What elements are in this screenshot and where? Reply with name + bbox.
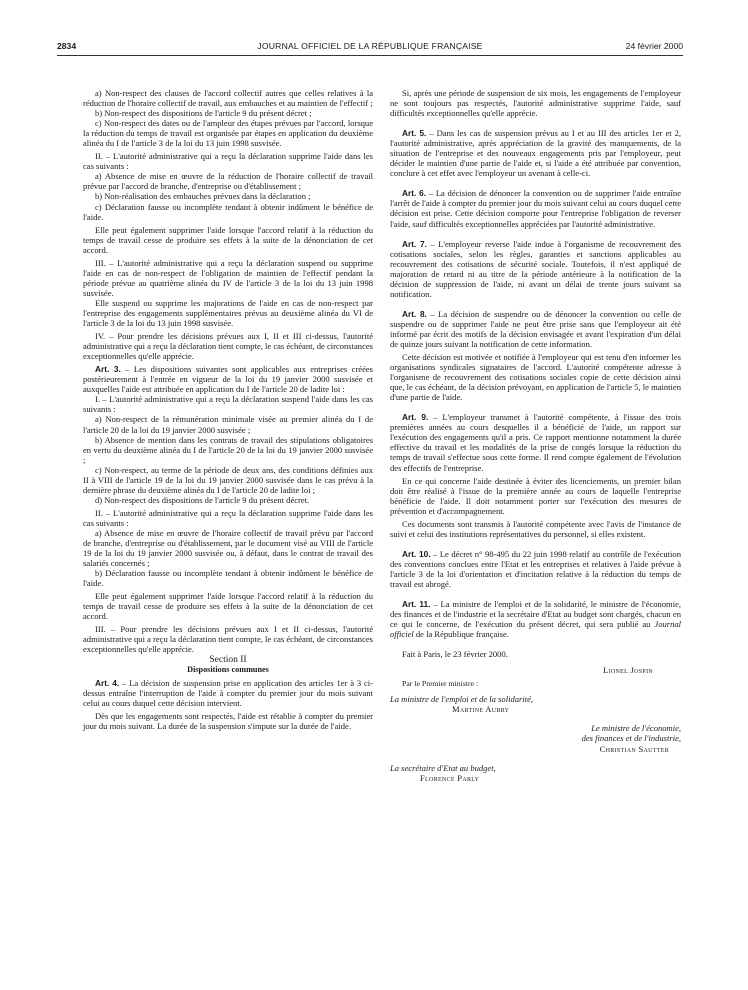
paragraph: b) Non-respect des dispositions de l'article 9 du présent décret ;: [95, 108, 312, 119]
article-text: – Les dispositions suivantes sont applicables aux entreprises créées postérieurement à l'entrée en vigueur de la loi du 19 janvier 2000 susvisée et auxquelles l'aide est attribuée en application du I de l'article 20 de ladite loi :: [83, 364, 373, 395]
paragraph: Ces documents sont transmis à l'autorité compétente avec l'avis de l'instance de suivi et celui des institutions représentatives du personnel, si elles existent.: [390, 518, 681, 539]
paragraph: En ce qui concerne l'aide destinée à éviter des licenciements, un premier bilan doit être réalisé à l'issue de la première année au cours de laquelle l'entreprise bénéficie de l'aide. Il doit notamment porter sur l'exécution des mesures de prévention et d'accompagnement.: [390, 475, 681, 516]
article-label: Art. 11.: [402, 599, 431, 610]
article-3: [83, 364, 373, 394]
paragraph: II. – L'autorité administrative qui a reçu la déclaration supprime l'aide dans les cas suivants :: [83, 507, 373, 528]
article-label: Art. 3.: [95, 364, 121, 375]
by-prime-minister: Par le Premier ministre :: [402, 679, 479, 689]
minister-name: Martine Aubry: [452, 704, 510, 715]
article-text: – Dans les cas de suspension prévus au I et au III des articles 1er et 2, l'autorité administrative, après appréciation de la gravité des manquements, de la situation de l'entreprise et des nouveaux engagements pris par l'employeur, peut décider le maintien d'une partie de l'aide et, si l'aide a été attribuée par convention, conclure à cet effet avec l'employeur un avenant à celle-ci.: [390, 128, 682, 179]
article-7: [390, 239, 681, 299]
article-label: Art. 6.: [402, 188, 427, 199]
paragraph: a) Absence de mise en œuvre de l'horaire collectif de travail prévu par l'accord de branche, d'entreprise ou d'établissement, par le document visé au VIII de l'article 19 de la loi du 19 janvier 2000 susvisée ou, à défaut, dans le contrat de travail des salariés concernés ;: [83, 527, 373, 569]
article-11: [390, 599, 681, 639]
article-8: [390, 309, 681, 349]
article-label: Art. 4.: [95, 677, 120, 688]
article-label: Art. 9.: [402, 412, 429, 423]
paragraph: Elle peut également supprimer l'aide lorsque l'accord relatif à la réduction du temps de travail cesse de produire ses effets à la suite de la dénonciation de cet accord.: [83, 591, 373, 622]
page-number: 2834: [57, 41, 77, 51]
paragraph: Elle peut également supprimer l'aide lorsque l'accord relatif à la réduction du temps de travail cesse de produire ses effets à la suite de la dénonciation de cet accord.: [83, 224, 373, 255]
minister-title: Le ministre de l'économie,: [591, 723, 681, 734]
paragraph: c) Déclaration fausse ou incomplète tendant à obtenir indûment le bénéfice de l'aide.: [83, 201, 373, 222]
paragraph: b) Déclaration fausse ou incomplète tendant à obtenir indûment le bénéfice de l'aide.: [83, 568, 373, 589]
header-rule: [57, 55, 683, 56]
article-9: [390, 412, 681, 472]
paragraph: c) Non-respect, au terme de la période de deux ans, des conditions définies aux II à VIII de l'article 19 de la loi du 19 janvier 2000 susvisée dans le cas prévu à la dernière phrase du deuxième alinéa du I de l'article 20 de ladite loi ;: [83, 464, 373, 495]
paragraph: III. – Pour prendre les décisions prévues aux I et II ci-dessus, l'autorité administrative qui a reçu la déclaration tient compte, le cas échéant, de circonstances exceptionnelles qu'elle apprécie.: [83, 624, 373, 655]
paragraph: Dès que les engagements sont respectés, l'aide est rétablie à compter du premier jour du mois suivant. La durée de la suspension s'impute sur la durée de l'aide.: [83, 710, 373, 731]
article-label: Art. 5.: [402, 128, 427, 139]
article-label: Art. 10.: [402, 548, 431, 559]
article-text: – La ministre de l'emploi et de la solidarité, le ministre de l'économie, des finances et de l'industrie et la secrétaire d'Etat au budget sont chargés, chacun en ce qui le concerne, de l'exécution du présent décret, qui sera publié au: [390, 599, 681, 630]
article-text-end: de la République française.: [413, 629, 509, 640]
paragraph: I. – L'autorité administrative qui a reçu la déclaration suspend l'aide dans les cas suivants :: [83, 394, 373, 415]
article-text: – La décision de suspendre ou de dénoncer la convention ou celle de suspendre ou de supprimer l'aide ne peut être prise sans que l'employeur ait été informé par écrit des motifs de la décision envisagée et avant l'expiration d'un délai de quinze jours suivant la notification de cette information.: [390, 308, 682, 349]
paragraph: c) Non-respect des dates ou de l'ampleur des étapes prévues par l'accord, lorsque la réduction du temps de travail est organisée par étapes en application du deuxième alinéa du I de l'article 3 de la loi du 13 juin 1998 susvisée.: [83, 118, 373, 149]
done-at-paris: Fait à Paris, le 23 février 2000.: [402, 649, 508, 660]
article-label: Art. 8.: [402, 308, 427, 319]
article-5: [390, 128, 681, 178]
paragraph: Elle suspend ou supprime les majorations de l'aide en cas de non-respect par l'entreprise des engagements supplémentaires prévus au deuxième alinéa du VI de l'article 3 de la loi du 13 juin 1998 susvisée.: [83, 297, 373, 329]
issue-date: 24 février 2000: [625, 41, 683, 51]
paragraph: b) Absence de mention dans les contrats de travail des stipulations obligatoires en vertu du deuxième alinéa du I de l'article 20 de la loi du 19 janvier 2000 susvisée ;: [83, 434, 373, 465]
page-header: [57, 41, 683, 55]
paragraph: Si, après une période de suspension de six mois, les engagements de l'employeur ne sont toujours pas respectés, l'autorité administrative supprime l'aide, sauf difficultés exceptionnelles qu'elle apprécie.: [390, 88, 681, 119]
article-6: [390, 188, 681, 228]
paragraph: IV. – Pour prendre les décisions prévues aux I, II et III ci-dessus, l'autorité administrative qui a reçu la déclaration tient compte, le cas échéant, de circonstances exceptionnelles qu'elle apprécie.: [83, 331, 373, 362]
minister-title: des finances et de l'industrie,: [581, 733, 681, 744]
article-10: [390, 549, 681, 589]
minister-title: La ministre de l'emploi et de la solidarité,: [390, 694, 533, 705]
right-column: [390, 88, 681, 783]
article-text: – Le décret n° 98-495 du 22 juin 1998 relatif au contrôle de l'exécution des conventions conclues entre l'Etat et les entreprises et relatives à l'aide prévue à l'article 3 de la loi d'orientation et d'incitation relative à la réduction du temps de travail est abrogé.: [390, 548, 681, 589]
article-text: – La décision de suspension prise en application des articles 1er à 3 ci-dessus entraîne l'interruption de l'aide à compter du premier jour du mois suivant celui au cours duquel cette décision intervient.: [83, 677, 374, 708]
article-label: Art. 7.: [402, 238, 427, 249]
section-subtitle: Dispositions communes: [187, 664, 269, 674]
paragraph: II. – L'autorité administrative qui a reçu la déclaration supprime l'aide dans les cas suivants :: [83, 151, 373, 172]
left-column: [83, 88, 373, 731]
article-4: [83, 678, 373, 708]
minister-name: Florence Parly: [420, 772, 480, 783]
paragraph: a) Non-respect de la rémunération minimale visée au premier alinéa du I de l'article 20 de la loi du 19 janvier 2000 susvisée ;: [83, 414, 373, 435]
journal-officiel-italic: Journal officiel: [390, 619, 681, 640]
paragraph: Cette décision est motivée et notifiée à l'employeur qui est tenu d'en informer les organisations syndicales signataires de l'accord. L'autorité compétente adresse à l'organisme de recouvrement des cotisations sociales copie de cette décision ainsi que, le cas échéant, de la décision prévoyant, en application de l'article 5, le maintien d'une partie de l'aide.: [390, 352, 681, 403]
article-text: – L'employeur transmet à l'autorité compétente, à l'issue des trois premières années au cours desquelles il a bénéficié de l'aide, un rapport sur l'exécution des engagements qu'il a pris. Ce rapport mentionne notamment la durée effective du travail et les modalités de la prise de congés lorsque la réduction du temps de travail s'effectue sous cette forme. Il rend compte également de l'évolution des effectifs de l'entreprise.: [390, 412, 681, 473]
minister-name: Christian Sautter: [599, 743, 669, 754]
prime-minister-name: Lionel Jospin: [603, 665, 653, 676]
article-text: – L'employeur reverse l'aide indue à l'organisme de recouvrement des cotisations sociales, selon les règles, garanties et sanctions applicables au recouvrement des cotisations de sécurité sociale. Toutefois, il n'est appliqué de majoration de retard ni au titre de la période antérieure à la notification de la décision de suppression de l'aide, ni avant un délai de trente jours suivant sa notification.: [390, 238, 681, 299]
paragraph: III. – L'autorité administrative qui a reçu la déclaration suspend ou supprime l'aide en cas de non-respect de l'obligation de maintien de l'effectif pendant la période prévue au quatrième alinéa du IV de l'article 3 de la loi du 13 juin 1998 susvisée.: [83, 257, 373, 298]
paragraph: d) Non-respect des dispositions de l'article 9 du présent décret.: [95, 494, 310, 505]
paragraph: a) Absence de mise en œuvre de la réduction de l'horaire collectif de travail prévue par l'accord de branche, d'entreprise ou d'établissement ;: [83, 171, 373, 192]
minister-title: La secrétaire d'Etat au budget,: [390, 762, 496, 773]
article-text: – La décision de dénoncer la convention ou de supprimer l'aide entraîne l'arrêt de l'aide à compter du premier jour du mois suivant celui au cours duquel cette décision est prise. Cette décision comporte pour l'entreprise l'obligation de reverser l'aide, sauf difficultés exceptionnelles appréciées par l'autorité administrative.: [390, 188, 682, 229]
section-title: Section II: [209, 654, 247, 665]
paragraph: a) Non-respect des clauses de l'accord collectif autres que celles relatives à la réduction de l'horaire collectif de travail, aux embauches et au maintien de l'effectif ;: [83, 88, 373, 109]
journal-title: JOURNAL OFFICIEL DE LA RÉPUBLIQUE FRANÇAISE: [257, 41, 483, 51]
paragraph: b) Non-réalisation des embauches prévues dans la déclaration ;: [95, 191, 311, 202]
